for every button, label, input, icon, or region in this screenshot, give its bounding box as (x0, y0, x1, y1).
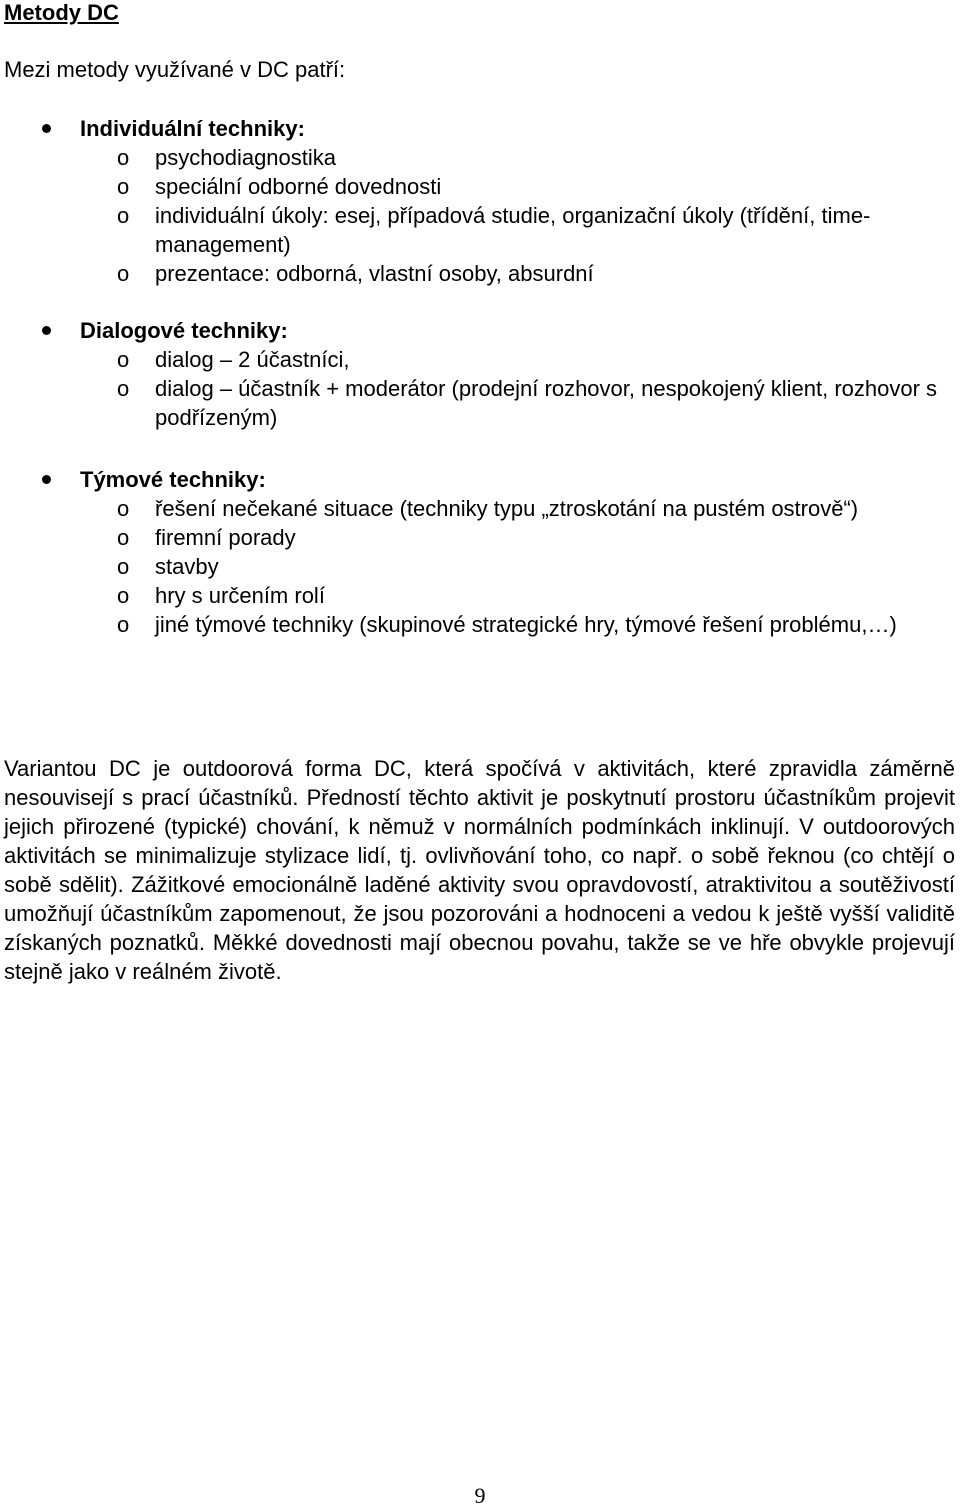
circle-marker-icon: o (117, 525, 130, 550)
section-header (0, 114, 960, 143)
section-title: Dialogové techniky: (80, 318, 288, 343)
circle-marker-icon: o (117, 261, 130, 286)
list-item (0, 259, 960, 288)
circle-marker-icon: o (117, 376, 130, 401)
bullet-icon (42, 124, 51, 133)
list-item-text: dialog – účastník + moderátor (prodejní rozhovor, nespokojený klient, rozhovor s podřízeným) (155, 376, 938, 430)
sub-list (0, 494, 960, 639)
list-item-text: prezentace: odborná, vlastní osoby, absurdní (155, 261, 594, 286)
bullet-icon (42, 475, 51, 484)
list-item (0, 201, 960, 259)
sub-list (0, 143, 960, 288)
list-item (0, 523, 960, 552)
circle-marker-icon: o (117, 174, 130, 199)
list-item (0, 610, 960, 639)
list-item-text: jiné týmové techniky (skupinové strategické hry, týmové řešení problému,…) (155, 612, 897, 637)
body-paragraph: Variantou DC je outdoorová forma DC, která spočívá v aktivitách, které zpravidla záměrně nesouvisejí s prací účastníků. Předností těchto aktivit je poskytnutí prostoru účastníkům projevit jejich přirozené (typické) chování, k němuž v normálních podmínkách inklinují. V outdoorových aktivitách se minimalizuje stylizace lidí, tj. ovlivňování toho, co např. o sobě řeknou (co chtějí o sobě sdělit). Zážitkové emocionálně laděné aktivity svou opravdovostí, atraktivitou a soutěživostí umožňují účastníkům zapomenout, že jsou pozorováni a hodnoceni a vedou k ještě vyšší validitě získaných poznatků. Měkké dovednosti mají obecnou povahu, takže se ve hře obvykle projevují stejně jako v reálném životě. (4, 756, 955, 984)
list-item (0, 143, 960, 172)
list-item-text: psychodiagnostika (155, 145, 337, 170)
intro-text: Mezi metody využívané v DC patří: (4, 57, 346, 82)
circle-marker-icon: o (117, 203, 130, 228)
list-item-text: hry s určením rolí (155, 583, 325, 608)
circle-marker-icon: o (117, 145, 130, 170)
document-title: Metody DC (4, 0, 119, 25)
list-item-text: speciální odborné dovednosti (155, 174, 442, 199)
section-title: Týmové techniky: (80, 467, 266, 492)
section-individual (0, 114, 960, 288)
section-title: Individuální techniky: (80, 116, 305, 141)
list-item (0, 581, 960, 610)
list-item (0, 172, 960, 201)
list-item (0, 374, 960, 432)
circle-marker-icon: o (117, 583, 130, 608)
list-item-text: stavby (155, 554, 219, 579)
circle-marker-icon: o (117, 612, 130, 637)
list-item-text: řešení nečekané situace (techniky typu „ztroskotání na pustém ostrově“) (155, 496, 859, 521)
list-item-text: dialog – 2 účastníci, (155, 347, 350, 372)
circle-marker-icon: o (117, 554, 130, 579)
section-dialog (0, 316, 960, 432)
list-item (0, 345, 960, 374)
circle-marker-icon: o (117, 496, 130, 521)
sub-list (0, 345, 960, 432)
section-team (0, 465, 960, 639)
list-item (0, 494, 960, 523)
section-header (0, 465, 960, 494)
list-item-text: firemní porady (155, 525, 296, 550)
list-item (0, 552, 960, 581)
bullet-icon (42, 326, 51, 335)
list-item-text: individuální úkoly: esej, případová studie, organizační úkoly (třídění, time-management) (155, 203, 871, 257)
page-number: 9 (474, 1483, 486, 1508)
circle-marker-icon: o (117, 347, 130, 372)
section-header (0, 316, 960, 345)
